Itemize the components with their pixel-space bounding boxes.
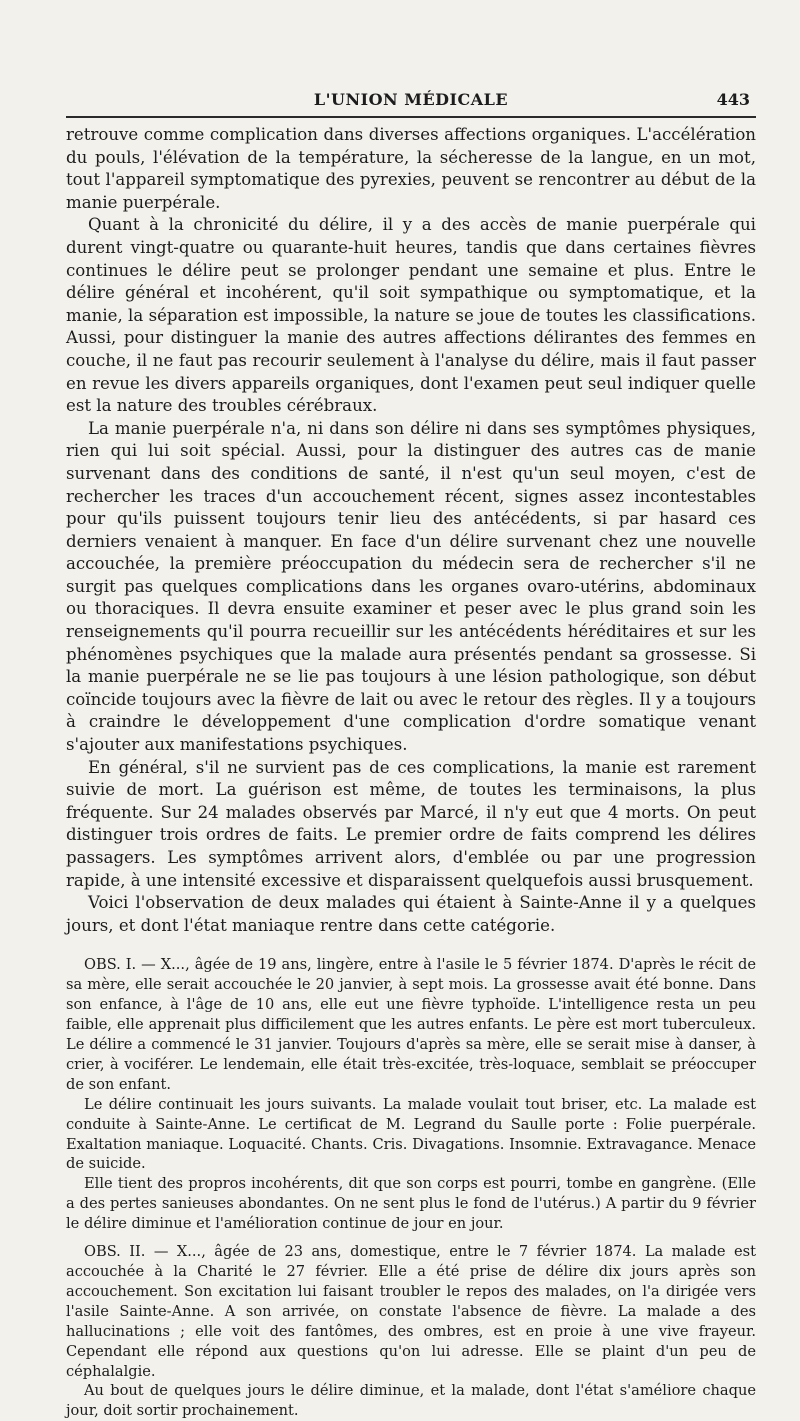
observation-paragraph: Au bout de quelques jours le délire diminue, et la malade, dont l'état s'améliore chaque jour, doit sortir prochainement. <box>66 1382 756 1420</box>
paragraph: La manie puerpérale n'a, ni dans son délire ni dans ses symptômes physiques, rien qui lui soit spécial. Aussi, pour la distinguer des autres cas de manie survenant dans des conditions de santé, il n'est qu'un seul moyen, c'est de rechercher les traces d'un accouchement récent, signes assez incontestables pour qu'ils puissent toujours tenir lieu des antécédents, si par hasard ces derniers venaient à manquer. En face d'un délire survenant chez une nouvelle accouchée, la première préoccupation du médecin sera de rechercher s'il ne surgit pas quelques complications dans les organes ovaro-utérins, abdominaux ou thoraciques. Il devra ensuite examiner et peser avec le plus grand soin les renseignements qu'il pourra recueillir sur les antécédents héréditaires et sur les phénomènes psychiques que la malade aura présentés pendant sa grossesse. Si la manie puerpérale ne se lie pas toujours à une lésion pathologique, son début coïncide toujours avec la fièvre de lait ou avec le retour des règles. Il y a toujours à craindre le développement d'une complication d'ordre somatique venant s'ajouter aux manifestations psychiques. <box>66 418 756 755</box>
paragraph: En général, s'il ne survient pas de ces complications, la manie est rarement suivie de mort. La guérison est même, de toutes les terminaisons, la plus fréquente. Sur 24 malades observés par Marcé, il n'y eut que 4 morts. On peut distinguer trois ordres de faits. Le premier ordre de faits comprend les délires passagers. Les symptômes arrivent alors, d'emblée ou par une progression rapide, à une intensité excessive et disparaissent quelquefois aussi brusquement. <box>66 757 756 890</box>
observation-separator <box>66 1234 756 1242</box>
main-text <box>66 124 756 937</box>
observation-paragraph: OBS. I. — X..., âgée de 19 ans, lingère, entre à l'asile le 5 février 1874. D'après le récit de sa mère, elle serait accouchée le 20 janvier, à sept mois. La grossesse avait été bonne. Dans son enfance, à l'âge de 10 ans, elle eut une fièvre typhoïde. L'intelligence resta un peu faible, elle apprenait plus difficilement que les autres enfants. Le père est mort tuberculeux. Le délire a commencé le 31 janvier. Toujours d'après sa mère, elle se serait mise à danser, à crier, à vociférer. Le lendemain, elle était très-excitée, très-loquace, semblait se préoccuper de son enfant. <box>66 956 756 1093</box>
header-rule <box>66 116 756 118</box>
observations <box>66 955 756 1421</box>
observation-paragraph: Elle tient des propros incohérents, dit que son corps est pourri, tombe en gangrène. (Elle a des pertes sanieuses abondantes. On ne sent plus le fond de l'utérus.) A partir du 9 février le délire diminue et l'amélioration continue de jour en jour. <box>66 1175 756 1233</box>
running-title: L'UNION MÉDICALE <box>313 90 509 109</box>
page-number: 443 <box>716 90 750 109</box>
paragraph: Quant à la chronicité du délire, il y a des accès de manie puerpérale qui durent vingt-quatre ou quarante-huit heures, tandis que dans certaines fièvres continues le délire peut se prolonger pendant une semaine et plus. Entre le délire général et incohérent, qu'il soit sympathique ou symptomatique, et la manie, la séparation est impossible, la nature se joue de toutes les classifications. Aussi, pour distinguer la manie des autres affections délirantes des femmes en couche, il ne faut pas recourir seulement à l'analyse du délire, mais il faut passer en revue les divers appareils organiques, dont l'examen peut seul indiquer quelle est la nature des troubles cérébraux. <box>66 215 756 416</box>
paragraph: retrouve comme complication dans diverses affections organiques. L'accélération du pouls, l'élévation de la température, la sécheresse de la langue, en un mot, tout l'appareil symptomatique des pyrexies, peuvent se rencontrer au début de la manie puerpérale. <box>66 125 756 212</box>
observation-paragraph: OBS. II. — X..., âgée de 23 ans, domestique, entre le 7 février 1874. La malade est accouchée à la Charité le 27 février. Elle a été prise de délire dix jours après son accouchement. Son excitation lui faisant troubler le repos des malades, on l'a dirigée vers l'asile Sainte-Anne. A son arrivée, on constate l'absence de fièvre. La malade a des hallucinations ; elle voit des fantômes, des ombres, est en proie à une vive frayeur. Cependant elle répond aux questions qu'on lui adresse. Elle se plaint d'un peu de céphalalgie. <box>66 1243 756 1380</box>
observation-paragraph: Le délire continuait les jours suivants. La malade voulait tout briser, etc. La malade est conduite à Sainte-Anne. Le certificat de M. Legrand du Saulle porte : Folie puerpérale. Exaltation maniaque. Loquacité. Chants. Cris. Divagations. Insomnie. Extravagance. Menace de suicide. <box>66 1095 756 1173</box>
page-header <box>66 86 756 116</box>
paragraph: Voici l'observation de deux malades qui étaient à Sainte-Anne il y a quelques jours, et dont l'état maniaque rentre dans cette catégorie. <box>66 893 756 935</box>
